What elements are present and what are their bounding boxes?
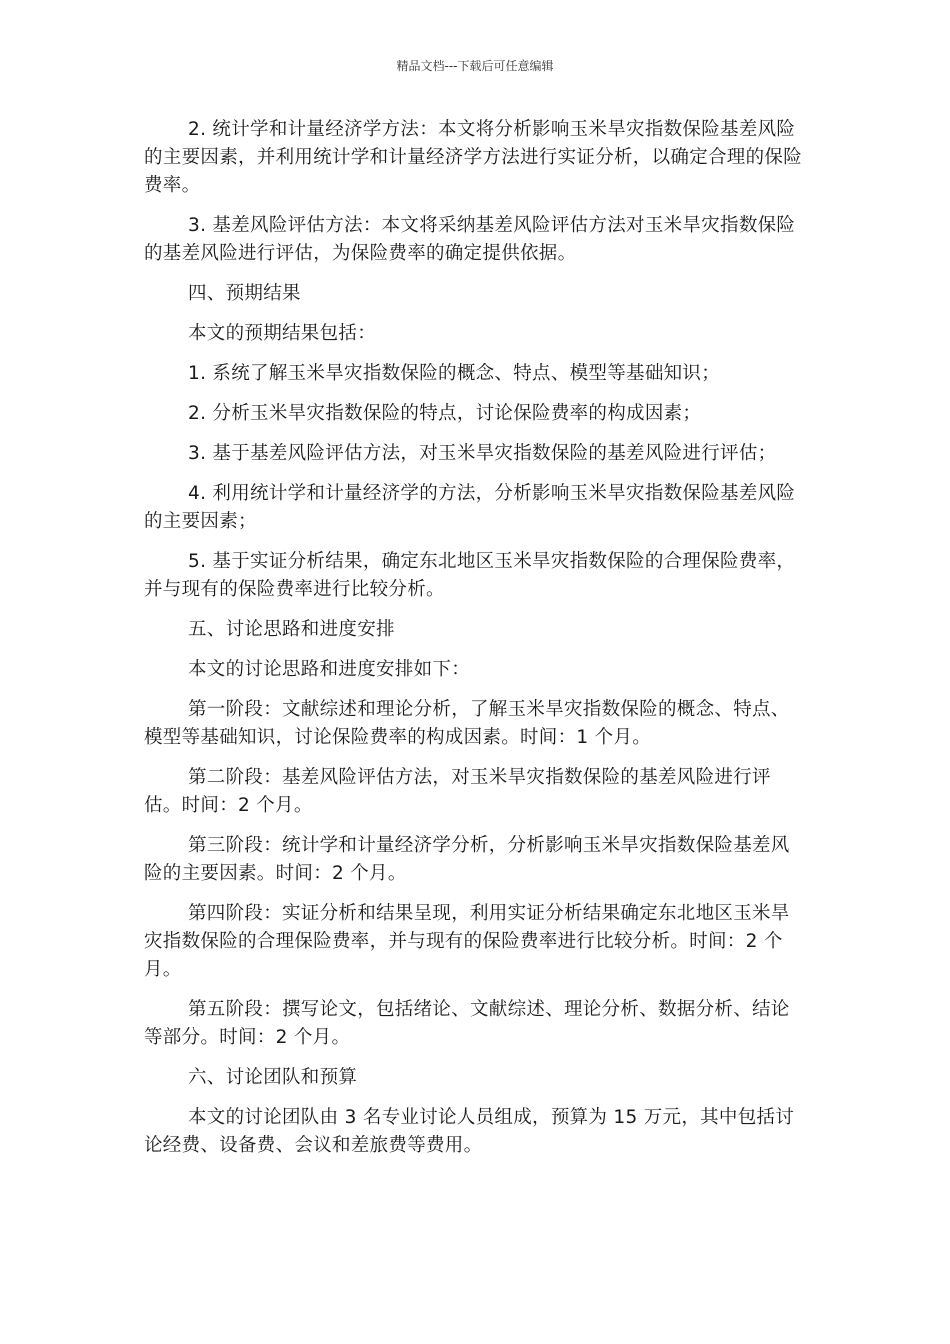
page-header: 精品文档---下载后可任意编辑 [396,59,554,73]
section-heading-expected-results: 四、预期结果 [188,283,301,304]
paragraph-team-budget: 本文的讨论团队由 3 名专业讨论人员组成，预算为 15 万元，其中包括讨论经费、设备费、会议和差旅费等费用。 [144,1107,795,1156]
list-item-result-2: 2. 分析玉米旱灾指数保险的特点，讨论保险费率的构成因素； [188,403,702,424]
schedule-stage-1: 第一阶段：文献综述和理论分析，了解玉米旱灾指数保险的概念、特点、模型等基础知识，讨论保险费率的构成因素。时间：1 个月。 [144,699,790,748]
document-body [144,116,808,1172]
paragraph-results-intro: 本文的预期结果包括： [188,323,377,344]
list-item-result-4: 4. 利用统计学和计量经济学的方法，分析影响玉米旱灾指数保险基差风险的主要因素； [144,483,796,532]
list-item-result-5: 5. 基于实证分析结果，确定东北地区玉米旱灾指数保险的合理保险费率，并与现有的保险费率进行比较分析。 [144,551,796,600]
section-heading-schedule: 五、讨论思路和进度安排 [188,619,395,640]
schedule-stage-3: 第三阶段：统计学和计量经济学分析，分析影响玉米旱灾指数保险基差风险的主要因素。时间：2 个月。 [144,835,790,884]
schedule-stage-5: 第五阶段：撰写论文，包括绪论、文献综述、理论分析、数据分析、结论等部分。时间：2 个月。 [144,999,790,1048]
paragraph-method-statistics: 2. 统计学和计量经济学方法：本文将分析影响玉米旱灾指数保险基差风险的主要因素，并利用统计学和计量经济学方法进行实证分析，以确定合理的保险费率。 [144,119,803,196]
schedule-stage-4: 第四阶段：实证分析和结果呈现，利用实证分析结果确定东北地区玉米旱灾指数保险的合理保险费率，并与现有的保险费率进行比较分析。时间：2 个月。 [144,903,790,980]
section-heading-team-budget: 六、讨论团队和预算 [188,1067,358,1088]
list-item-result-3: 3. 基于基差风险评估方法，对玉米旱灾指数保险的基差风险进行评估； [188,443,777,464]
paragraph-method-basis-risk: 3. 基差风险评估方法：本文将采纳基差风险评估方法对玉米旱灾指数保险的基差风险进行评估，为保险费率的确定提供依据。 [144,215,796,264]
list-item-result-1: 1. 系统了解玉米旱灾指数保险的概念、特点、模型等基础知识； [188,363,721,384]
schedule-stage-2: 第二阶段：基差风险评估方法，对玉米旱灾指数保险的基差风险进行评估。时间：2 个月。 [144,767,771,816]
paragraph-schedule-intro: 本文的讨论思路和进度安排如下： [188,659,471,680]
